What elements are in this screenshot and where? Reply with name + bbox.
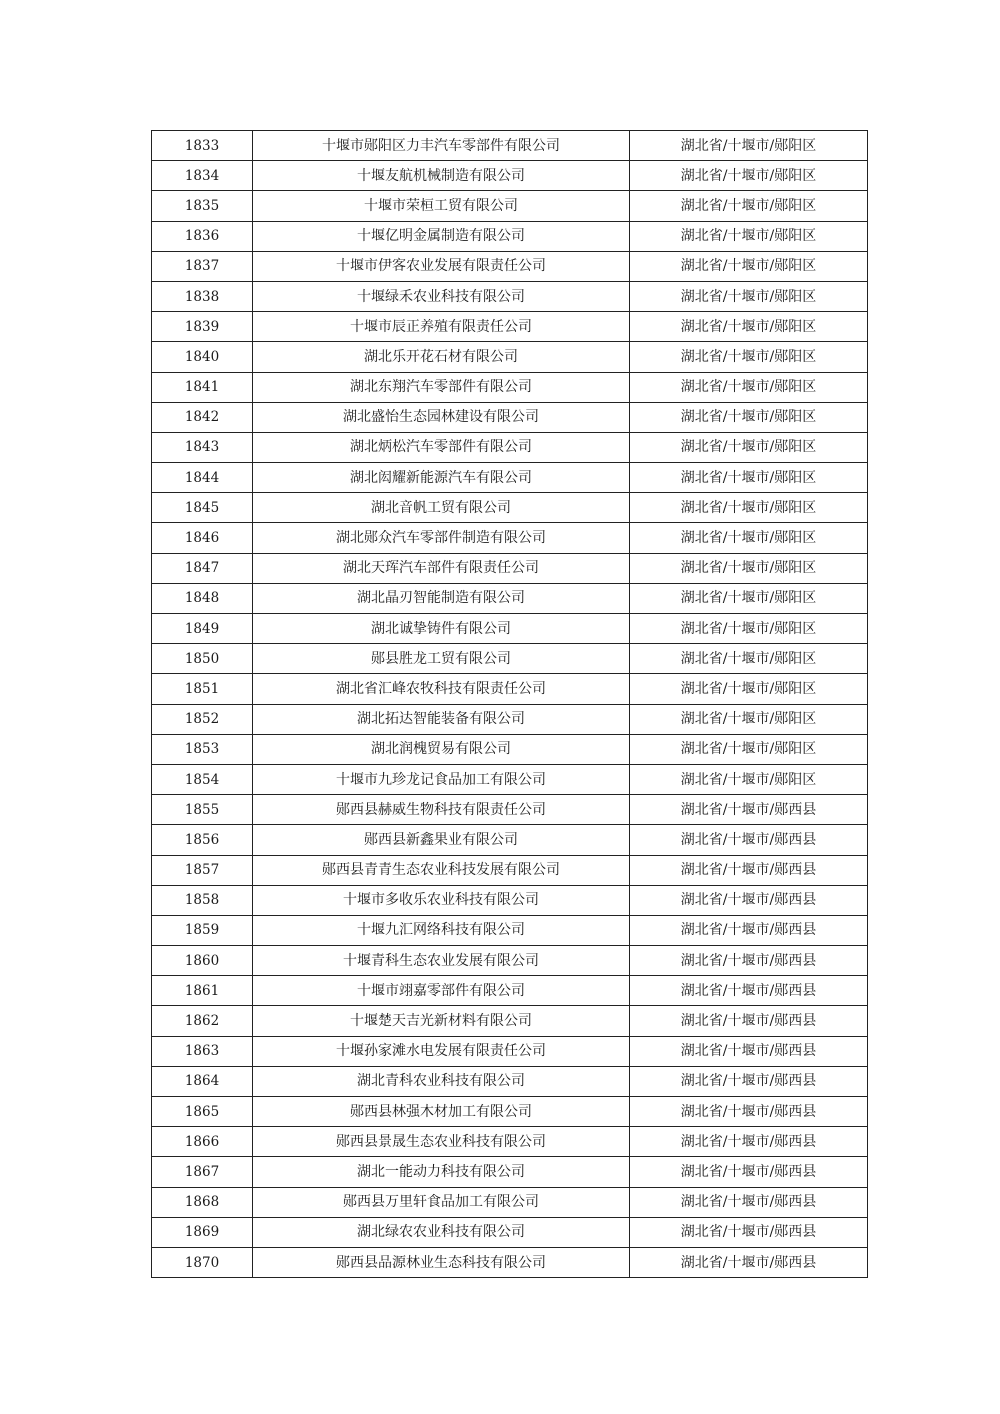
row-number-cell: 1868 — [152, 1187, 253, 1217]
company-name-cell: 湖北润槐贸易有限公司 — [253, 734, 630, 764]
table-row — [152, 915, 868, 945]
company-name-cell: 十堰市辰正养殖有限责任公司 — [253, 312, 630, 342]
region-cell: 湖北省/十堰市/郧西县 — [630, 1157, 868, 1187]
row-number-cell: 1839 — [152, 312, 253, 342]
row-number-cell: 1834 — [152, 161, 253, 191]
row-number-cell: 1851 — [152, 674, 253, 704]
company-name-cell: 湖北郧众汽车零部件制造有限公司 — [253, 523, 630, 553]
company-name-cell: 湖北省汇峰农牧科技有限责任公司 — [253, 674, 630, 704]
row-number-cell: 1845 — [152, 493, 253, 523]
region-cell: 湖北省/十堰市/郧阳区 — [630, 704, 868, 734]
region-cell: 湖北省/十堰市/郧西县 — [630, 1097, 868, 1127]
region-cell: 湖北省/十堰市/郧阳区 — [630, 463, 868, 493]
company-name-cell: 十堰市多收乐农业科技有限公司 — [253, 885, 630, 915]
table-row — [152, 372, 868, 402]
table-row — [152, 251, 868, 281]
row-number-cell: 1844 — [152, 463, 253, 493]
company-name-cell: 湖北乐开花石材有限公司 — [253, 342, 630, 372]
company-name-cell: 十堰市伊客农业发展有限责任公司 — [253, 251, 630, 281]
company-name-cell: 郧西县万里轩食品加工有限公司 — [253, 1187, 630, 1217]
table-row — [152, 402, 868, 432]
row-number-cell: 1838 — [152, 281, 253, 311]
company-name-cell: 湖北闳耀新能源汽车有限公司 — [253, 463, 630, 493]
row-number-cell: 1861 — [152, 976, 253, 1006]
table-row — [152, 221, 868, 251]
row-number-cell: 1850 — [152, 644, 253, 674]
region-cell: 湖北省/十堰市/郧阳区 — [630, 674, 868, 704]
table-row — [152, 342, 868, 372]
region-cell: 湖北省/十堰市/郧阳区 — [630, 493, 868, 523]
company-name-cell: 郧西县青青生态农业科技发展有限公司 — [253, 855, 630, 885]
row-number-cell: 1846 — [152, 523, 253, 553]
row-number-cell: 1864 — [152, 1066, 253, 1096]
table-row — [152, 432, 868, 462]
table-row — [152, 704, 868, 734]
row-number-cell: 1862 — [152, 1006, 253, 1036]
row-number-cell: 1863 — [152, 1036, 253, 1066]
company-name-cell: 郧西县赫威生物科技有限责任公司 — [253, 795, 630, 825]
table-row — [152, 523, 868, 553]
table-row — [152, 795, 868, 825]
region-cell: 湖北省/十堰市/郧阳区 — [630, 342, 868, 372]
row-number-cell: 1847 — [152, 553, 253, 583]
region-cell: 湖北省/十堰市/郧阳区 — [630, 372, 868, 402]
row-number-cell: 1840 — [152, 342, 253, 372]
row-number-cell: 1848 — [152, 583, 253, 613]
region-cell: 湖北省/十堰市/郧阳区 — [630, 432, 868, 462]
company-name-cell: 十堰青科生态农业发展有限公司 — [253, 946, 630, 976]
region-cell: 湖北省/十堰市/郧西县 — [630, 915, 868, 945]
company-name-cell: 湖北天珲汽车部件有限责任公司 — [253, 553, 630, 583]
table-row — [152, 734, 868, 764]
company-name-cell: 十堰绿禾农业科技有限公司 — [253, 281, 630, 311]
company-name-cell: 十堰市郧阳区力丰汽车零部件有限公司 — [253, 131, 630, 161]
company-name-cell: 湖北诚挚铸件有限公司 — [253, 614, 630, 644]
region-cell: 湖北省/十堰市/郧阳区 — [630, 644, 868, 674]
row-number-cell: 1841 — [152, 372, 253, 402]
region-cell: 湖北省/十堰市/郧西县 — [630, 1036, 868, 1066]
company-name-cell: 湖北青科农业科技有限公司 — [253, 1066, 630, 1096]
table-row — [152, 614, 868, 644]
row-number-cell: 1836 — [152, 221, 253, 251]
company-name-cell: 湖北一能动力科技有限公司 — [253, 1157, 630, 1187]
row-number-cell: 1843 — [152, 432, 253, 462]
region-cell: 湖北省/十堰市/郧阳区 — [630, 614, 868, 644]
company-name-cell: 郧西县品源林业生态科技有限公司 — [253, 1247, 630, 1277]
company-name-cell: 十堰孙家滩水电发展有限责任公司 — [253, 1036, 630, 1066]
region-cell: 湖北省/十堰市/郧阳区 — [630, 402, 868, 432]
table-row — [152, 281, 868, 311]
row-number-cell: 1857 — [152, 855, 253, 885]
region-cell: 湖北省/十堰市/郧西县 — [630, 946, 868, 976]
region-cell: 湖北省/十堰市/郧西县 — [630, 976, 868, 1006]
region-cell: 湖北省/十堰市/郧西县 — [630, 1066, 868, 1096]
company-name-cell: 郧西县林强木材加工有限公司 — [253, 1097, 630, 1127]
company-name-cell: 湖北拓达智能装备有限公司 — [253, 704, 630, 734]
row-number-cell: 1852 — [152, 704, 253, 734]
table-row — [152, 131, 868, 161]
company-name-cell: 十堰友航机械制造有限公司 — [253, 161, 630, 191]
row-number-cell: 1842 — [152, 402, 253, 432]
row-number-cell: 1865 — [152, 1097, 253, 1127]
table-row — [152, 946, 868, 976]
region-cell: 湖北省/十堰市/郧阳区 — [630, 221, 868, 251]
table-row — [152, 1066, 868, 1096]
company-name-cell: 湖北晶刃智能制造有限公司 — [253, 583, 630, 613]
region-cell: 湖北省/十堰市/郧阳区 — [630, 583, 868, 613]
table-row — [152, 1247, 868, 1277]
row-number-cell: 1854 — [152, 764, 253, 794]
region-cell: 湖北省/十堰市/郧西县 — [630, 1187, 868, 1217]
table-row — [152, 493, 868, 523]
company-list-table — [151, 130, 868, 1278]
table-row — [152, 191, 868, 221]
table-row — [152, 1097, 868, 1127]
row-number-cell: 1866 — [152, 1127, 253, 1157]
region-cell: 湖北省/十堰市/郧阳区 — [630, 312, 868, 342]
company-name-cell: 十堰市翊嘉零部件有限公司 — [253, 976, 630, 1006]
region-cell: 湖北省/十堰市/郧西县 — [630, 1247, 868, 1277]
table-row — [152, 644, 868, 674]
region-cell: 湖北省/十堰市/郧阳区 — [630, 523, 868, 553]
region-cell: 湖北省/十堰市/郧阳区 — [630, 281, 868, 311]
region-cell: 湖北省/十堰市/郧西县 — [630, 1127, 868, 1157]
row-number-cell: 1869 — [152, 1217, 253, 1247]
region-cell: 湖北省/十堰市/郧阳区 — [630, 764, 868, 794]
company-name-cell: 湖北东翔汽车零部件有限公司 — [253, 372, 630, 402]
company-name-cell: 十堰楚天吉光新材料有限公司 — [253, 1006, 630, 1036]
row-number-cell: 1833 — [152, 131, 253, 161]
table-body — [152, 131, 868, 1278]
company-name-cell: 十堰市荣桓工贸有限公司 — [253, 191, 630, 221]
row-number-cell: 1853 — [152, 734, 253, 764]
row-number-cell: 1855 — [152, 795, 253, 825]
company-name-cell: 湖北音帆工贸有限公司 — [253, 493, 630, 523]
row-number-cell: 1858 — [152, 885, 253, 915]
region-cell: 湖北省/十堰市/郧西县 — [630, 855, 868, 885]
company-name-cell: 湖北炳松汽车零部件有限公司 — [253, 432, 630, 462]
table-row — [152, 825, 868, 855]
region-cell: 湖北省/十堰市/郧西县 — [630, 1006, 868, 1036]
table-row — [152, 1127, 868, 1157]
region-cell: 湖北省/十堰市/郧阳区 — [630, 161, 868, 191]
row-number-cell: 1859 — [152, 915, 253, 945]
row-number-cell: 1835 — [152, 191, 253, 221]
company-name-cell: 郧西县新鑫果业有限公司 — [253, 825, 630, 855]
region-cell: 湖北省/十堰市/郧阳区 — [630, 131, 868, 161]
region-cell: 湖北省/十堰市/郧阳区 — [630, 734, 868, 764]
table-row — [152, 764, 868, 794]
region-cell: 湖北省/十堰市/郧西县 — [630, 1217, 868, 1247]
row-number-cell: 1856 — [152, 825, 253, 855]
company-name-cell: 十堰亿明金属制造有限公司 — [253, 221, 630, 251]
company-name-cell: 十堰市九珍龙记食品加工有限公司 — [253, 764, 630, 794]
table-row — [152, 583, 868, 613]
region-cell: 湖北省/十堰市/郧西县 — [630, 795, 868, 825]
table-row — [152, 1217, 868, 1247]
company-name-cell: 湖北盛怡生态园林建设有限公司 — [253, 402, 630, 432]
table-row — [152, 1036, 868, 1066]
region-cell: 湖北省/十堰市/郧阳区 — [630, 251, 868, 281]
row-number-cell: 1870 — [152, 1247, 253, 1277]
row-number-cell: 1849 — [152, 614, 253, 644]
row-number-cell: 1860 — [152, 946, 253, 976]
company-name-cell: 郧县胜龙工贸有限公司 — [253, 644, 630, 674]
table-row — [152, 855, 868, 885]
region-cell: 湖北省/十堰市/郧西县 — [630, 885, 868, 915]
company-name-cell: 郧西县景晟生态农业科技有限公司 — [253, 1127, 630, 1157]
table-row — [152, 976, 868, 1006]
row-number-cell: 1867 — [152, 1157, 253, 1187]
table-row — [152, 312, 868, 342]
table-row — [152, 161, 868, 191]
table-row — [152, 553, 868, 583]
table-row — [152, 1157, 868, 1187]
region-cell: 湖北省/十堰市/郧西县 — [630, 825, 868, 855]
table-row — [152, 885, 868, 915]
region-cell: 湖北省/十堰市/郧阳区 — [630, 191, 868, 221]
row-number-cell: 1837 — [152, 251, 253, 281]
region-cell: 湖北省/十堰市/郧阳区 — [630, 553, 868, 583]
table-row — [152, 1187, 868, 1217]
table-row — [152, 674, 868, 704]
table-row — [152, 463, 868, 493]
company-name-cell: 十堰九汇网络科技有限公司 — [253, 915, 630, 945]
table-row — [152, 1006, 868, 1036]
company-name-cell: 湖北绿农农业科技有限公司 — [253, 1217, 630, 1247]
